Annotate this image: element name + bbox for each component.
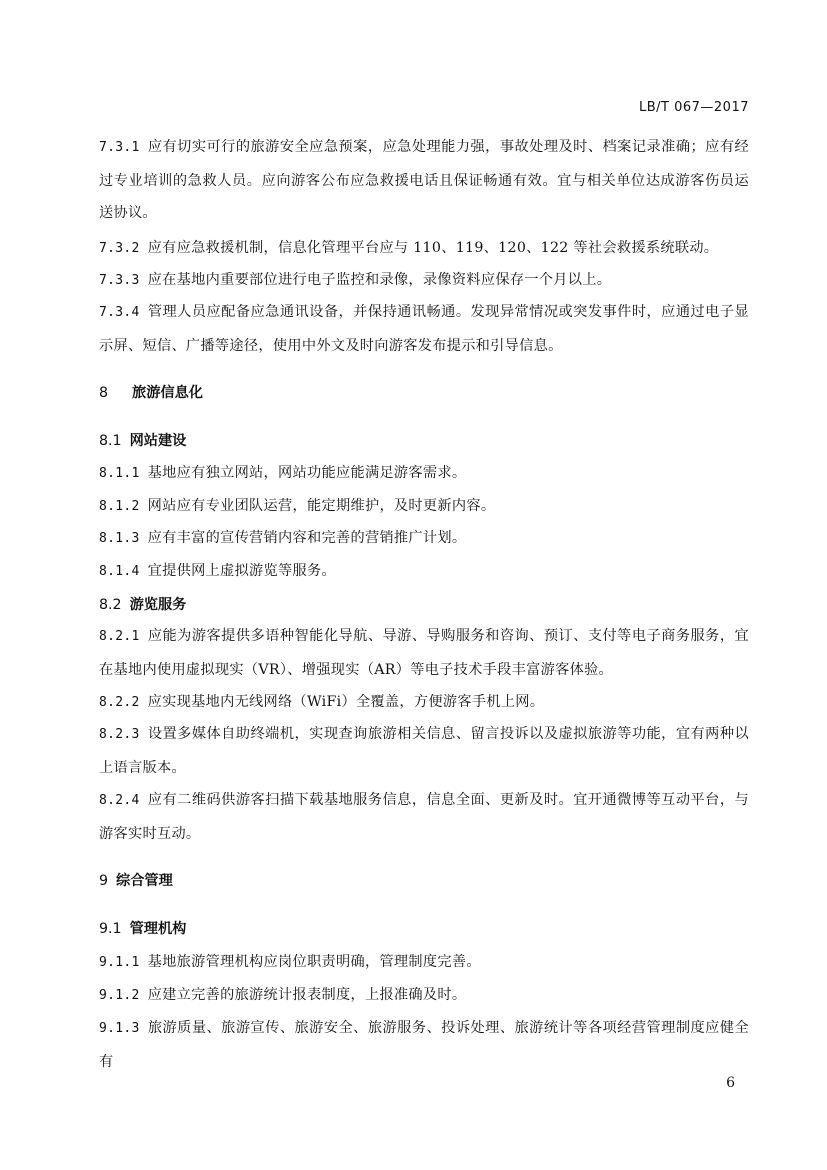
clause-number: 8.1.1 <box>99 466 140 481</box>
clause-text: 应在基地内重要部位进行电子监控和录像，录像资料应保存一个月以上。 <box>147 272 612 288</box>
clause-number: 7.3.2 <box>99 241 140 256</box>
clause-number: 8.2.4 <box>99 793 140 808</box>
clause-text: 宜提供网上虚拟游览等服务。 <box>147 563 336 579</box>
clause-number: 9.1.1 <box>99 955 140 970</box>
clause-number: 9.1.2 <box>99 988 140 1003</box>
clause-number: 7.3.1 <box>99 140 140 155</box>
clause-text: 管理人员应配备应急通讯设备，并保持通讯畅通。发现异常情况或突发事件时，应通过电子显示屏、短信、广播等途径，使用中外文及时向游客发布提示和引导信息。 <box>99 304 749 354</box>
clause-text: 应建立完善的旅游统计报表制度，上报准确及时。 <box>147 987 467 1003</box>
subsection-title: 管理机构 <box>129 921 187 937</box>
clause-text: 应能为游客提供多语种智能化导航、导游、导购服务和咨询、预订、支付等电子商务服务，宜在基地内使用虚拟现实（VR）、增强现实（AR）等电子技术手段丰富游客体验。 <box>99 628 749 678</box>
clause-text: 应有丰富的宣传营销内容和完善的营销推广计划。 <box>147 530 467 546</box>
clause-number: 8.2.1 <box>99 629 140 644</box>
subsection-heading-8-1 <box>99 431 186 451</box>
clause-number: 8.1.4 <box>99 564 140 579</box>
clause-number: 8.1.3 <box>99 531 140 546</box>
clause-number: 8.2.2 <box>99 695 140 710</box>
clause-text: 应有二维码供游客扫描下载基地服务信息，信息全面、更新及时。宜开通微博等互动平台，与游客实时互动。 <box>99 792 749 842</box>
standard-code: LB/T 067—2017 <box>638 100 749 115</box>
clause-8-2-3 <box>99 718 749 784</box>
subsection-number: 9.1 <box>99 921 122 937</box>
clause-text: 基地旅游管理机构应岗位职责明确，管理制度完善。 <box>147 954 481 970</box>
clause-7-3-3 <box>99 264 749 298</box>
clause-8-1-3 <box>99 522 749 556</box>
clause-9-1-3 <box>99 1012 749 1078</box>
subsection-heading-9-1 <box>99 919 186 939</box>
clause-7-3-4 <box>99 296 749 362</box>
clause-8-1-2 <box>99 490 749 524</box>
clause-9-1-1 <box>99 946 749 980</box>
clause-number: 8.1.2 <box>99 499 140 514</box>
clause-text: 网站应有专业团队运营，能定期维护，及时更新内容。 <box>147 498 496 514</box>
clause-8-1-4 <box>99 555 749 589</box>
clause-8-2-2 <box>99 686 749 720</box>
clause-text: 基地应有独立网站，网站功能应能满足游客需求。 <box>147 465 467 481</box>
clause-text: 旅游质量、旅游宣传、旅游安全、旅游服务、投诉处理、旅游统计等各项经营管理制度应健全有 <box>99 1020 749 1070</box>
clause-8-1-1 <box>99 457 749 491</box>
clause-7-3-1 <box>99 131 749 230</box>
clause-text: 应有切实可行的旅游安全应急预案，应急处理能力强，事故处理及时、档案记录准确；应有经过专业培训的急救人员。应向游客公布应急救援电话且保证畅通有效。宜与相关单位达成游客伤员运送协议。 <box>99 139 749 221</box>
clause-number: 8.2.3 <box>99 727 140 742</box>
clause-8-2-1 <box>99 620 749 686</box>
clause-text: 应实现基地内无线网络（WiFi）全覆盖，方便游客手机上网。 <box>147 694 545 710</box>
subsection-title: 游览服务 <box>129 597 187 613</box>
clause-number: 9.1.3 <box>99 1021 140 1036</box>
section-title: 综合管理 <box>116 873 173 889</box>
subsection-title: 网站建设 <box>129 433 187 449</box>
subsection-number: 8.1 <box>99 433 122 449</box>
clause-8-2-4 <box>99 784 749 850</box>
clause-9-1-2 <box>99 979 749 1013</box>
section-number: 8 <box>99 385 109 401</box>
clause-text: 应有应急救援机制，信息化管理平台应与 110、119、120、122 等社会救援系统联动。 <box>147 240 719 256</box>
page-number: 6 <box>726 1075 735 1091</box>
clause-7-3-2 <box>99 232 749 266</box>
subsection-heading-8-2 <box>99 595 186 615</box>
section-number: 9 <box>99 873 109 889</box>
section-heading-9 <box>99 871 173 891</box>
clause-number: 7.3.3 <box>99 273 140 288</box>
section-heading-8 <box>99 383 203 403</box>
clause-text: 设置多媒体自助终端机，实现查询旅游相关信息、留言投诉以及虚拟旅游等功能，宜有两种以上语言版本。 <box>99 726 749 776</box>
clause-number: 7.3.4 <box>99 305 140 320</box>
subsection-number: 8.2 <box>99 597 122 613</box>
section-title: 旅游信息化 <box>132 385 203 401</box>
